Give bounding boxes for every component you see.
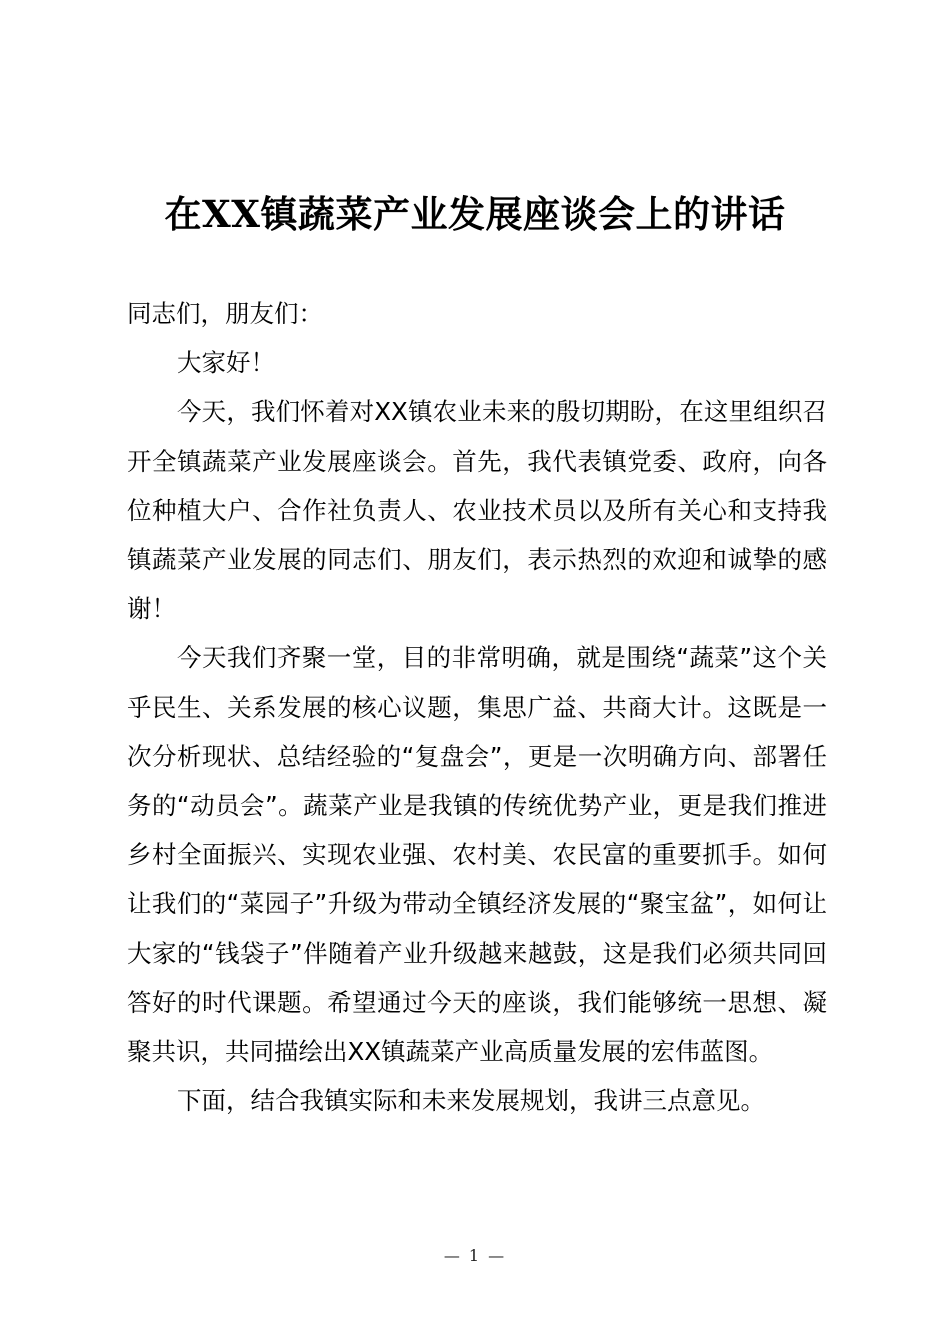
page-number: — 1 —	[443, 1246, 507, 1265]
paragraph-opening: 今天，我们怀着对XX镇农业未来的殷切期盼，在这里组织召开全镇蔬菜产业发展座谈会。首先，我代表镇党委、政府，向各位种植大户、合作社负责人、农业技术员以及所有关心和支持我镇蔬菜产业发展的同志们、朋友们，表示热烈的欢迎和诚挚的感谢！	[127, 397, 827, 624]
paragraph-transition: 下面，结合我镇实际和未来发展规划，我讲三点意见。	[177, 1086, 765, 1116]
document-title: 在XX镇蔬菜产业发展座谈会上的讲话	[164, 192, 786, 236]
document-body	[127, 289, 827, 1125]
salutation: 同志们，朋友们：	[127, 299, 323, 328]
paragraph-purpose: 今天我们齐聚一堂，目的非常明确，就是围绕“蔬菜”这个关乎民生、关系发展的核心议题，集思广益、共商大计。这既是一次分析现状、总结经验的“复盘会”，更是一次明确方向、部署任务的“动员会”。蔬菜产业是我镇的传统优势产业，更是我们推进乡村全面振兴、实现农业强、农村美、农民富的重要抓手。如何让我们的“菜园子”升级为带动全镇经济发展的“聚宝盆”，如何让大家的“钱袋子”伴随着产业升级越来越鼓，这是我们必须共同回答好的时代课题。希望通过今天的座谈，我们能够统一思想、凝聚共识，共同描绘出XX镇蔬菜产业高质量发展的宏伟蓝图。	[127, 643, 827, 1067]
paragraph-greeting: 大家好！	[177, 348, 275, 378]
